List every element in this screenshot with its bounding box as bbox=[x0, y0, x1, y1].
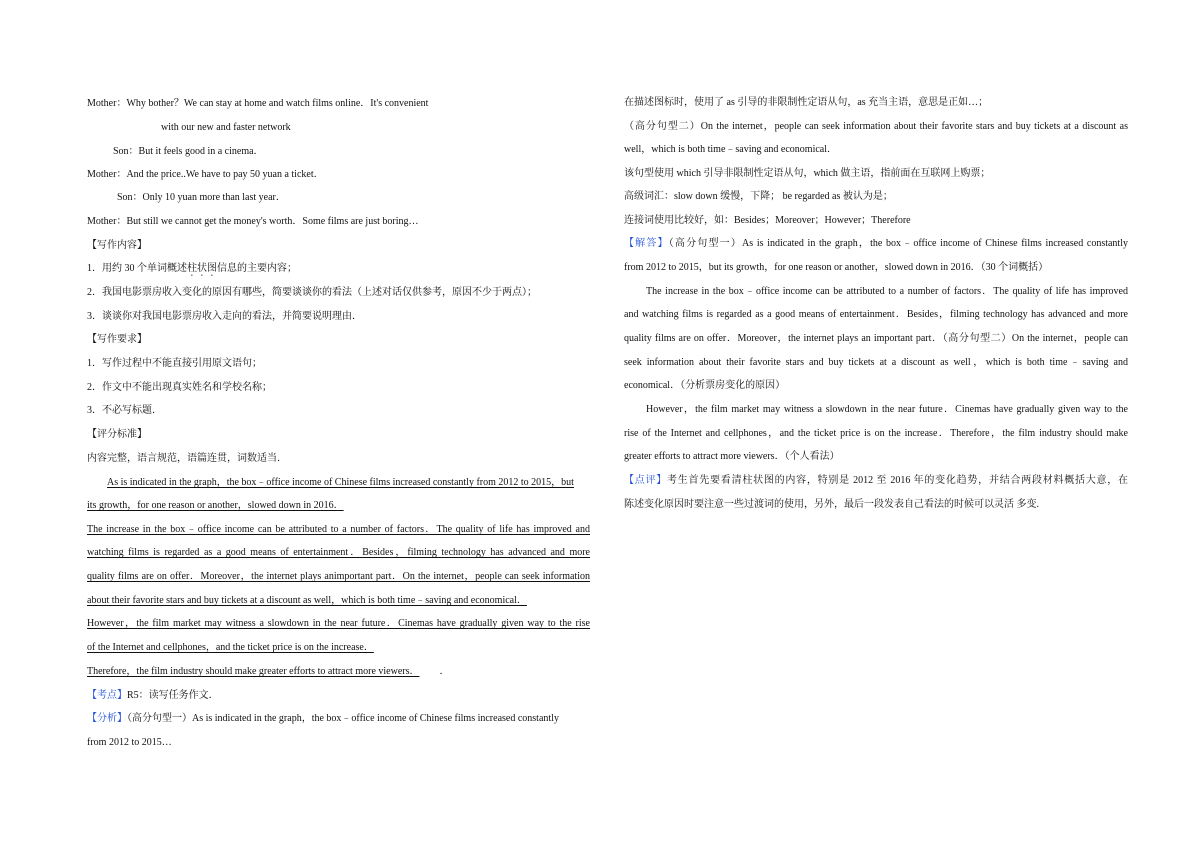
analysis-line-3: well，which is both time﹣saving and economical． bbox=[624, 144, 838, 155]
item-1-text-a: 1．用约 30 个单词概述 bbox=[87, 263, 187, 274]
jieda-line-2: from 2012 to 2015，but its growth，for one reason or another，slowed down in 2016．（30 个词概括） bbox=[624, 262, 1049, 273]
writing-requirements-heading: 【写作要求】 bbox=[87, 334, 147, 345]
essay-line-9-text: Therefore，the film industry should make greater efforts to attract more viewers． bbox=[87, 666, 420, 677]
item-1-text-c: 信息的主要内容； bbox=[217, 263, 297, 274]
paragraph-3-line-1-text: However，the film market may witness a slowdown in the near future．Cinemas have gradually given way to the bbox=[646, 404, 1128, 415]
essay-line-1 bbox=[87, 476, 574, 490]
dianping-line bbox=[624, 474, 1128, 488]
paragraph-2-line-5: economical．（分析票房变化的原因） bbox=[624, 380, 786, 391]
writing-requirements-item-3: 3．不必写标题． bbox=[87, 405, 162, 416]
essay-line-2: its growth，for one reason or another，slowed down in 2016． bbox=[87, 500, 344, 511]
paragraph-2-line-3: quality films are on offer．Moreover，the internet plays an important part．（高分句型二）On the internet，people can bbox=[624, 333, 1128, 344]
analysis-line-1: 在描述图标时，使用了 as 引导的非限制性定语从句，as 充当主语，意思是正如…； bbox=[624, 97, 989, 108]
item-1-emphasis: 柱状图 bbox=[187, 263, 217, 274]
paragraph-2-line-2: and watching films is regarded as a good means of entertainment．Besides，filming technology has advanced and more bbox=[624, 309, 1128, 320]
dialogue-line-5: Son：Only 10 yuan more than last year． bbox=[117, 192, 286, 203]
jieda-tag: 【解答】 bbox=[624, 238, 669, 249]
paragraph-2-line-4: seek information about their favorite stars and buy tickets at a discount as well，which is both time﹣saving and bbox=[624, 357, 1128, 368]
dialogue-line-6: Mother：But still we cannot get the money's worth．Some films are just boring… bbox=[87, 216, 419, 227]
fenxi-line bbox=[87, 712, 559, 726]
essay-line-6: about their favorite stars and buy tickets at a discount as well，which is both time﹣saving and economical． bbox=[87, 595, 527, 606]
essay-line-1-text: As is indicated in the graph，the box﹣office income of Chinese films increased constantly from 2012 to 2015，but bbox=[107, 477, 574, 488]
dialogue-line-4: Mother：And the price..We have to pay 50 yuan a ticket． bbox=[87, 169, 324, 180]
paragraph-2-line-1 bbox=[646, 285, 1128, 299]
writing-content-item-3: 3．谈谈你对我国电影票房收入走向的看法，并简要说明理由． bbox=[87, 311, 362, 322]
jieda-text: （高分句型一）As is indicated in the graph，the box﹣office income of Chinese films increased constantly bbox=[668, 238, 1128, 249]
writing-content-heading: 【写作内容】 bbox=[87, 240, 147, 251]
dialogue-line-1: Mother：Why bother？We can stay at home and watch films online．It's convenient bbox=[87, 98, 429, 109]
grading-text: 内容完整，语言规范，语篇连贯，词数适当． bbox=[87, 453, 287, 464]
dianping-line-2: 陈述变化原因时要注意一些过渡词的使用，另外，最后一段发表自己看法的时候可以灵活 多变. bbox=[624, 499, 1039, 510]
dianping-tag: 【点评】 bbox=[624, 475, 668, 486]
fenxi-text: （高分句型一）As is indicated in the graph，the box﹣office income of Chinese films increased constantly bbox=[127, 713, 559, 724]
essay-line-8: of the Internet and cellphones，and the ticket price is on the increase． bbox=[87, 642, 374, 653]
writing-requirements-item-2: 2．作文中不能出现真实姓名和学校名称； bbox=[87, 382, 272, 393]
dialogue-line-3: Son：But it feels good in a cinema． bbox=[113, 146, 264, 157]
kaodian-tag: 【考点】 bbox=[87, 690, 127, 701]
essay-line-7: However，the film market may witness a slowdown in the near future．Cinemas have gradually given way to the rise bbox=[87, 618, 590, 629]
paragraph-3-line-3: greater efforts to attract more viewers．（个人看法） bbox=[624, 451, 840, 462]
paragraph-2-line-1-text: The increase in the box﹣office income can be attributed to a number of factors．The quality of life has improved bbox=[646, 286, 1128, 297]
essay-line-3: The increase in the box﹣office income can be attributed to a number of factors．The quality of life has improved and bbox=[87, 524, 590, 535]
writing-requirements-item-1: 1．写作过程中不能直接引用原文语句； bbox=[87, 358, 262, 369]
paragraph-3-line-2: rise of the Internet and cellphones，and the ticket price is on the increase．Therefore，the film industry should make bbox=[624, 428, 1128, 439]
essay-line-9 bbox=[87, 665, 449, 679]
analysis-line-6: 连接词使用比较好，如：Besides；Moreover；However；Therefore bbox=[624, 215, 911, 226]
essay-line-5: quality films are on offer．Moreover，the internet plays animportant part．On the internet，people can seek information bbox=[87, 571, 590, 582]
writing-content-item-1 bbox=[87, 262, 297, 276]
writing-content-item-2: 2．我国电影票房收入变化的原因有哪些，简要谈谈你的看法（上述对话仅供参考，原因不少于两点）； bbox=[87, 287, 537, 298]
fenxi-tag: 【分析】 bbox=[87, 713, 127, 724]
dialogue-line-2: with our new and faster network bbox=[161, 122, 291, 133]
kaodian-line bbox=[87, 689, 219, 703]
kaodian-text: R5：读写任务作文． bbox=[127, 690, 219, 701]
analysis-line-2: （高分句型二）On the internet，people can seek information about their favorite stars and buy tickets at a discount as bbox=[624, 121, 1128, 132]
paragraph-3-line-1 bbox=[646, 403, 1128, 417]
grading-heading: 【评分标准】 bbox=[87, 429, 147, 440]
jieda-line bbox=[624, 237, 1128, 251]
dianping-text: 考生首先要看清柱状图的内容，特别是 2012 至 2016 年的变化趋势，并结合两段材料概括大意，在 bbox=[667, 475, 1128, 486]
fenxi-line-2: from 2012 to 2015… bbox=[87, 737, 172, 748]
analysis-line-4: 该句型使用 which 引导非限制性定语从句，which 做主语，指前面在互联网上购票； bbox=[624, 168, 991, 179]
essay-line-4: watching films is regarded as a good means of entertainment．Besides，filming technology has advanced and more bbox=[87, 547, 590, 558]
essay-line-9-end: ． bbox=[439, 666, 450, 677]
analysis-line-5: 高级词汇：slow down 缓慢，下降； be regarded as 被认为是； bbox=[624, 191, 893, 202]
